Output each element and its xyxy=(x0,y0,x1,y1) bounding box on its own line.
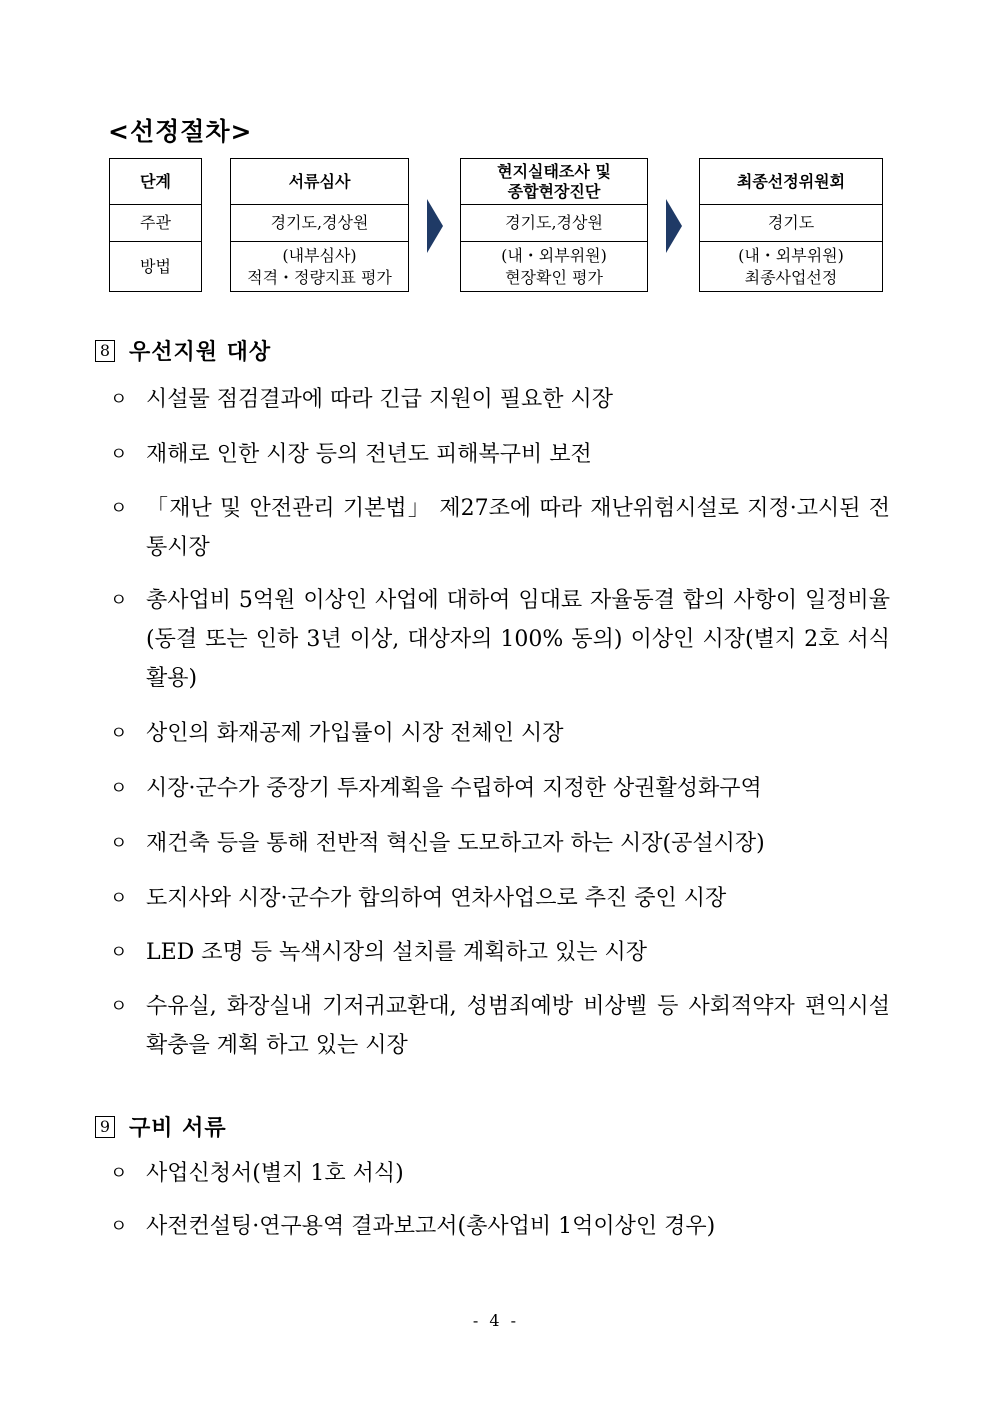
section-8-title: 우선지원 대상 xyxy=(129,340,272,365)
bullet-icon: ㅇ xyxy=(110,942,128,963)
section-8-number: 8 xyxy=(95,340,115,362)
procedure-site-survey-box xyxy=(460,158,648,292)
procedure-header-label: 서류심사 xyxy=(288,171,351,191)
procedure-arrow-icon xyxy=(666,199,682,253)
procedure-row2-label: 방법 xyxy=(140,256,171,276)
procedure-header-cell xyxy=(700,159,882,205)
procedure-header-label: 현지실태조사 및 종합현장진단 xyxy=(497,161,611,201)
procedure-header-label: 단계 xyxy=(140,171,171,191)
procedure-row1-cell xyxy=(110,205,201,242)
list-item-text: 사업신청서(별지 1호 서식) xyxy=(146,1161,404,1186)
section-8-heading xyxy=(95,335,271,366)
page-number: - 4 - xyxy=(472,1311,520,1330)
bullet-icon: ㅇ xyxy=(110,778,128,799)
procedure-header-label: 최종선정위원회 xyxy=(736,171,846,191)
procedure-final-committee-box xyxy=(699,158,883,292)
procedure-row1-cell xyxy=(461,205,647,242)
list-item-text: LED 조명 등 녹색시장의 설치를 계획하고 있는 시장 xyxy=(146,940,648,965)
bullet-icon: ㅇ xyxy=(110,498,128,519)
list-item-text: 시장·군수가 중장기 투자계획을 수립하여 지정한 상권활성화구역 xyxy=(146,776,762,801)
procedure-row2-cell xyxy=(461,242,647,291)
procedure-row2-cell xyxy=(110,242,201,291)
bullet-icon: ㅇ xyxy=(110,1163,128,1184)
procedure-arrow-icon xyxy=(427,199,443,253)
section-9-heading xyxy=(95,1111,227,1142)
procedure-document-review-box xyxy=(230,158,409,292)
bullet-icon: ㅇ xyxy=(110,590,128,611)
bullet-icon: ㅇ xyxy=(110,1216,128,1237)
procedure-row1-cell xyxy=(700,205,882,242)
procedure-row2-label: (내・외부위원) 현장확인 평가 xyxy=(501,245,607,287)
list-item-text: 총사업비 5억원 이상인 사업에 대하여 임대료 자율동결 합의 사항이 일정비율(동결 또는 인하 3년 이상, 대상자의 100% 동의) 이상인 시장(별지 2호 서식 활용) xyxy=(146,588,890,691)
procedure-stage-box xyxy=(109,158,202,292)
bullet-icon: ㅇ xyxy=(110,888,128,909)
bullet-icon: ㅇ xyxy=(110,833,128,854)
list-item-text: 재건축 등을 통해 전반적 혁신을 도모하고자 하는 시장(공설시장) xyxy=(146,831,765,856)
procedure-row1-label: 주관 xyxy=(140,213,171,232)
bullet-icon: ㅇ xyxy=(110,723,128,744)
procedure-header-cell xyxy=(110,159,201,205)
procedure-row2-label: (내・외부위원) 최종사업선정 xyxy=(738,245,844,287)
procedure-row2-cell xyxy=(231,242,408,291)
list-item-text: 「재난 및 안전관리 기본법」 제27조에 따라 재난위험시설로 지정·고시된 전통시장 xyxy=(146,496,890,560)
list-item-text: 상인의 화재공제 가입률이 시장 전체인 시장 xyxy=(146,721,564,746)
list-item-text: 도지사와 시장·군수가 합의하여 연차사업으로 추진 중인 시장 xyxy=(146,886,727,911)
list-item-text: 사전컨설팅·연구용역 결과보고서(총사업비 1억이상인 경우) xyxy=(146,1214,716,1239)
bullet-icon: ㅇ xyxy=(110,389,128,410)
procedure-row2-cell xyxy=(700,242,882,291)
list-item-text: 시설물 점검결과에 따라 긴급 지원이 필요한 시장 xyxy=(146,387,614,412)
procedure-row1-cell xyxy=(231,205,408,242)
procedure-row1-label: 경기도,경상원 xyxy=(270,213,369,232)
list-item-text: 재해로 인한 시장 등의 전년도 피해복구비 보전 xyxy=(146,442,592,467)
procedure-row1-label: 경기도,경상원 xyxy=(505,213,603,232)
procedure-header-cell xyxy=(231,159,408,205)
section-9-title: 구비 서류 xyxy=(129,1116,227,1141)
procedure-row1-label: 경기도 xyxy=(767,213,815,232)
procedure-row2-label: (내부심사) 적격・정량지표 평가 xyxy=(247,245,392,287)
list-item-text: 수유실, 화장실내 기저귀교환대, 성범죄예방 비상벨 등 사회적약자 편익시설 확충을 계획 하고 있는 시장 xyxy=(146,994,890,1058)
procedure-title: <선정절차> xyxy=(108,117,253,146)
procedure-header-cell xyxy=(461,159,647,205)
bullet-icon: ㅇ xyxy=(110,996,128,1017)
bullet-icon: ㅇ xyxy=(110,444,128,465)
section-9-number: 9 xyxy=(95,1116,115,1138)
